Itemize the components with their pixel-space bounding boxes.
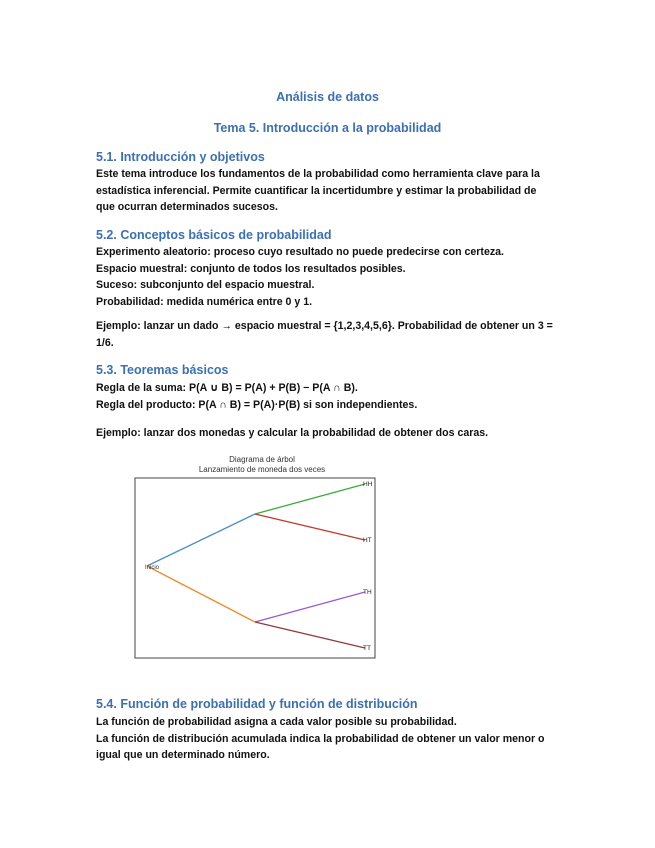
diagram-title: Diagrama de árbol	[229, 455, 295, 464]
text-line: La función de probabilidad asigna a cada valor posible su probabilidad.	[96, 716, 457, 728]
tree-diagram	[125, 448, 395, 668]
section-text-5-2	[96, 244, 561, 310]
text-line: Espacio muestral: conjunto de todos los resultados posibles.	[96, 262, 406, 275]
leaf-label-tt: TT	[363, 645, 371, 652]
text-line: Este tema introduce los fundamentos de la probabilidad como herramienta clave para la	[96, 168, 540, 180]
tree-diagram-svg	[125, 448, 395, 663]
diagram-subtitle: Lanzamiento de moneda dos veces	[198, 465, 326, 474]
text-line: Ejemplo: lanzar un dado → espacio muestral = {1,2,3,4,5,6}. Probabilidad de obtener un 3 =	[96, 320, 553, 332]
section-heading-5-3: 5.3. Teoremas básicos	[96, 363, 229, 377]
text-line: que ocurran determinados sucesos.	[96, 201, 278, 214]
example-dice	[96, 318, 561, 351]
text-line: 1/6.	[96, 336, 114, 349]
text-line: Suceso: subconjunto del espacio muestral.	[96, 279, 315, 292]
leaf-label-th: TH	[363, 589, 372, 596]
section-heading-5-2: 5.2. Conceptos básicos de probabilidad	[96, 228, 332, 242]
text-line: Regla del producto: P(A ∩ B) = P(A)·P(B) si son independientes.	[96, 398, 418, 411]
section-text-5-4	[96, 714, 561, 764]
leaf-label-ht: HT	[363, 537, 372, 544]
text-line: Probabilidad: medida numérica entre 0 y 1.	[96, 295, 313, 308]
text-line: estadística inferencial. Permite cuantificar la incertidumbre y estimar la probabilidad de	[96, 184, 537, 197]
section-text-5-3	[96, 380, 561, 413]
text-line: Regla de la suma: P(A ∪ B) = P(A) + P(B) − P(A ∩ B).	[96, 382, 358, 394]
section-heading-5-4: 5.4. Función de probabilidad y función de distribución	[96, 697, 418, 711]
text-line: Ejemplo: lanzar dos monedas y calcular la probabilidad de obtener dos caras.	[96, 427, 489, 439]
text-line: igual que un determinado número.	[96, 749, 270, 762]
document-subtitle: Tema 5. Introducción a la probabilidad	[213, 121, 442, 135]
section-text-5-1	[96, 166, 561, 216]
leaf-label-hh: HH	[363, 481, 373, 488]
plot-frame	[135, 478, 375, 658]
text-line: Experimento aleatorio: proceso cuyo resultado no puede predecirse con certeza.	[96, 246, 504, 258]
example-coins	[96, 425, 561, 442]
section-heading-5-1: 5.1. Introducción y objetivos	[96, 150, 265, 164]
document-title: Análisis de datos	[276, 90, 379, 104]
text-line: La función de distribución acumulada indica la probabilidad de obtener un valor menor o	[96, 732, 545, 745]
root-label: Inicio	[145, 565, 160, 571]
